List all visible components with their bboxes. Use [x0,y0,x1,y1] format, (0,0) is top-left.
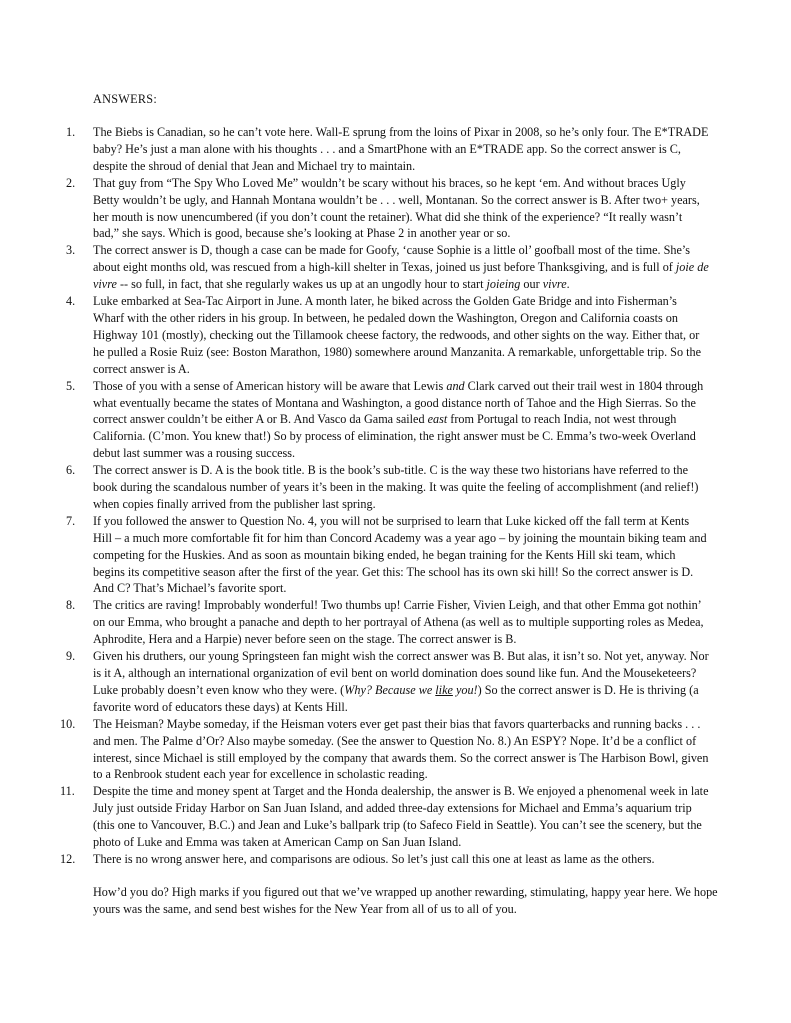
answer-text [93,463,698,511]
answer-number: 8. [66,598,76,613]
answer-item [0,648,710,716]
answer-item [0,242,710,293]
emphasis-text: and [446,378,465,393]
answer-item [0,851,710,868]
emphasis-text: vivre [542,277,567,292]
answer-item [0,513,710,598]
answer-number: 9. [66,649,76,664]
answer-text-run: The critics are raving! Improbably wonderful! Two thumbs up! Carrie Fisher, Vivien Leigh, and that other Emma got nothin’ on our Emma, who brought a panache and depth to her portrayal of Athena (as well as to multiple supporting roles as Medea, Aphrodite, Hera and a Harpie) never before seen on the stage. The correct answer is B. [93,598,704,647]
answer-text-run: from Portugal to reach India, not west through California. (C’mon. You knew that!) So by process of elimination, the right answer must be C. Emma’s two-week Overland debut last summer was a rousing success. [93,412,696,461]
answer-text-run: Given his druthers, our young Springsteen fan might wish the correct answer was B. But alas, it isn’t so. Not yet, anyway. Nor is it A, although an international organization of evil bent on world domination does sound like fun. And the Mouseketeers? Luke probably doesn’t even know who they were. ( [93,649,709,697]
answer-text [93,243,709,291]
answer-text [93,717,708,782]
emphasis-text: east [427,412,448,427]
answer-text-run: our [520,277,543,292]
closing-paragraph: How’d you do? High marks if you figured out that we’ve wrapped up another rewarding, stimulating, happy year here. We hope yours was the same, and send best wishes for the New Year from all of us to all of you. [93,885,718,916]
answer-text-run: The correct answer is D. A is the book title. B is the book’s sub-title. C is the way these two historians have referred to the book during the scandalous number of years it’s been in the making. It was quite the feeling of accomplishment (and relief!) when copies finally arrived from the publisher last spring. [93,463,699,511]
answer-text [93,176,700,241]
answer-text [93,294,701,376]
answer-number: 4. [66,294,76,309]
answer-text-run: Despite the time and money spent at Target and the Honda dealership, the answer is B. We enjoyed a phenomenal week in late July just outside Friday Harbor on San Juan Island, and added three-day extensions for Michael and Emma’s aquarium trip (this one to Vancouver, B.C.) and Jean and Luke’s ballpark trip (to Safeco Field in Seattle). You can’t see the scenery, but the photo of Luke and Emma was taken at American Camp on San Juan Island. [93,784,709,850]
answer-item [0,378,710,463]
emphasis-text: joie de vivre [93,260,709,292]
answer-item [0,124,710,175]
answer-number: 1. [66,125,76,139]
answer-number: 5. [66,378,76,393]
answer-number: 7. [66,513,76,528]
answer-number: 12. [60,851,76,866]
answer-item [0,175,710,243]
answer-number: 3. [66,243,76,258]
answer-number: 2. [66,175,76,190]
answer-text [93,514,707,596]
answer-text-run: That guy from “The Spy Who Loved Me” wouldn’t be scary without his braces, so he kept ‘em. And without braces Ugly Betty wouldn’t be ugly, and Hannah Montana wouldn’t be . . . well, Montanan. So the correct answer is B. After two+ years, her mouth is now unencumbered (if you don’t count the retainer). What did she think of the experience? “It really wasn’t bad,” she says. Which is good, because she’s looking at Phase 2 in another year or so. [93,175,700,241]
answer-text-run: The Biebs is Canadian, so he can’t vote here. Wall-E sprung from the loins of Pixar in 2008, so he’s only four. The E*TRADE baby? He’s just a man alone with his thoughts . . . and a SmartPhone with an E*TRADE app. So the correct answer is C, despite the shroud of denial that Jean and Michael try to maintain. [93,125,709,173]
answer-number: 6. [66,463,76,478]
answer-text [93,852,655,866]
answer-item [0,783,710,851]
answer-text [93,379,703,461]
answers-list [0,124,791,868]
answer-number: 11. [60,784,75,799]
answer-item [0,597,710,648]
answer-text [93,784,708,849]
answer-text-run: The Heisman? Maybe someday, if the Heisman voters ever get past their bias that favors quarterbacks and running backs . . . and men. The Palme d’Or? Also maybe someday. (See the answer to Question No. 8.) An ESPY? Nope. It’d be a conflict of interest, since Michael is still employed by the company that awards them. So the correct answer is The Harbison Bowl, given to a Renbrook student each year for excellence in scholastic reading. [93,716,709,782]
answer-text-run: ) So the correct answer is D. He is thriving (a favorite word of educators these days) at Kents Hill. [93,682,699,714]
answer-item [0,716,710,784]
answer-text-run: . [566,277,570,292]
emphasis-text: you! [452,682,478,697]
answer-text-run: -- so full, in fact, that she regularly wakes us up at an ungodly hour to start [116,277,487,292]
answer-number: 10. [60,716,76,731]
answer-text [93,125,708,173]
answer-text-run: Luke embarked at Sea-Tac Airport in June. A month later, he biked across the Golden Gate Bridge and into Fisherman’s Wharf with the other riders in his group. In between, he pedaled down the Washington, Oregon and California coasts on Highway 101 (mostly), checking out the Tillamook cheese factory, the redwoods, and other sights on the way. Either that, or he pulled a Rosie Ruiz (see: Boston Marathon, 1980) somewhere around Manzanita. A remarkable, unforgettable trip. So the correct answer is A. [93,294,701,376]
emphasis-text: joieing [486,277,521,292]
answer-text [93,598,704,646]
answer-item [0,462,710,513]
answer-text-run: Those of you with a sense of American history will be aware that Lewis [93,378,447,393]
answer-text-run: There is no wrong answer here, and comparisons are odious. So let’s just call this one at least as lame as the others. [93,851,655,866]
answer-text-run: Clark carved out their trail west in 1804 through what eventually became the states of Montana and Washington, a good distance north of Tahoe and the High Sierras. So the correct answer couldn’t be either A or B. And Vasco da Gama sailed [93,378,704,427]
answer-text [93,649,709,714]
answer-text-run: The correct answer is D, though a case can be made for Goofy, ‘cause Sophie is a little ol’ goofball most of the time. She’s about eight months old, was rescued from a high-kill shelter in Texas, joined us just before Thanksgiving, and is full of [93,243,691,275]
emphasis-text: Why? Because we [344,682,436,697]
answer-text-run: If you followed the answer to Question No. 4, you will not be surprised to learn that Luke kicked off the fall term at Kents Hill – a much more comfortable fit for him than Concord Academy was a year ago – by joining the mountain biking team and competing for the Huskies. And as soon as mountain biking ended, he began training for the Kents Hill ski team, which begins its competitive season after the first of the year. Get this: The school has its own ski hill! So the correct answer is D. And C? That’s Michael’s favorite sport. [93,513,707,596]
answers-heading: ANSWERS: [93,92,158,106]
answer-item [0,293,710,378]
emphasis-text: like [435,682,453,697]
